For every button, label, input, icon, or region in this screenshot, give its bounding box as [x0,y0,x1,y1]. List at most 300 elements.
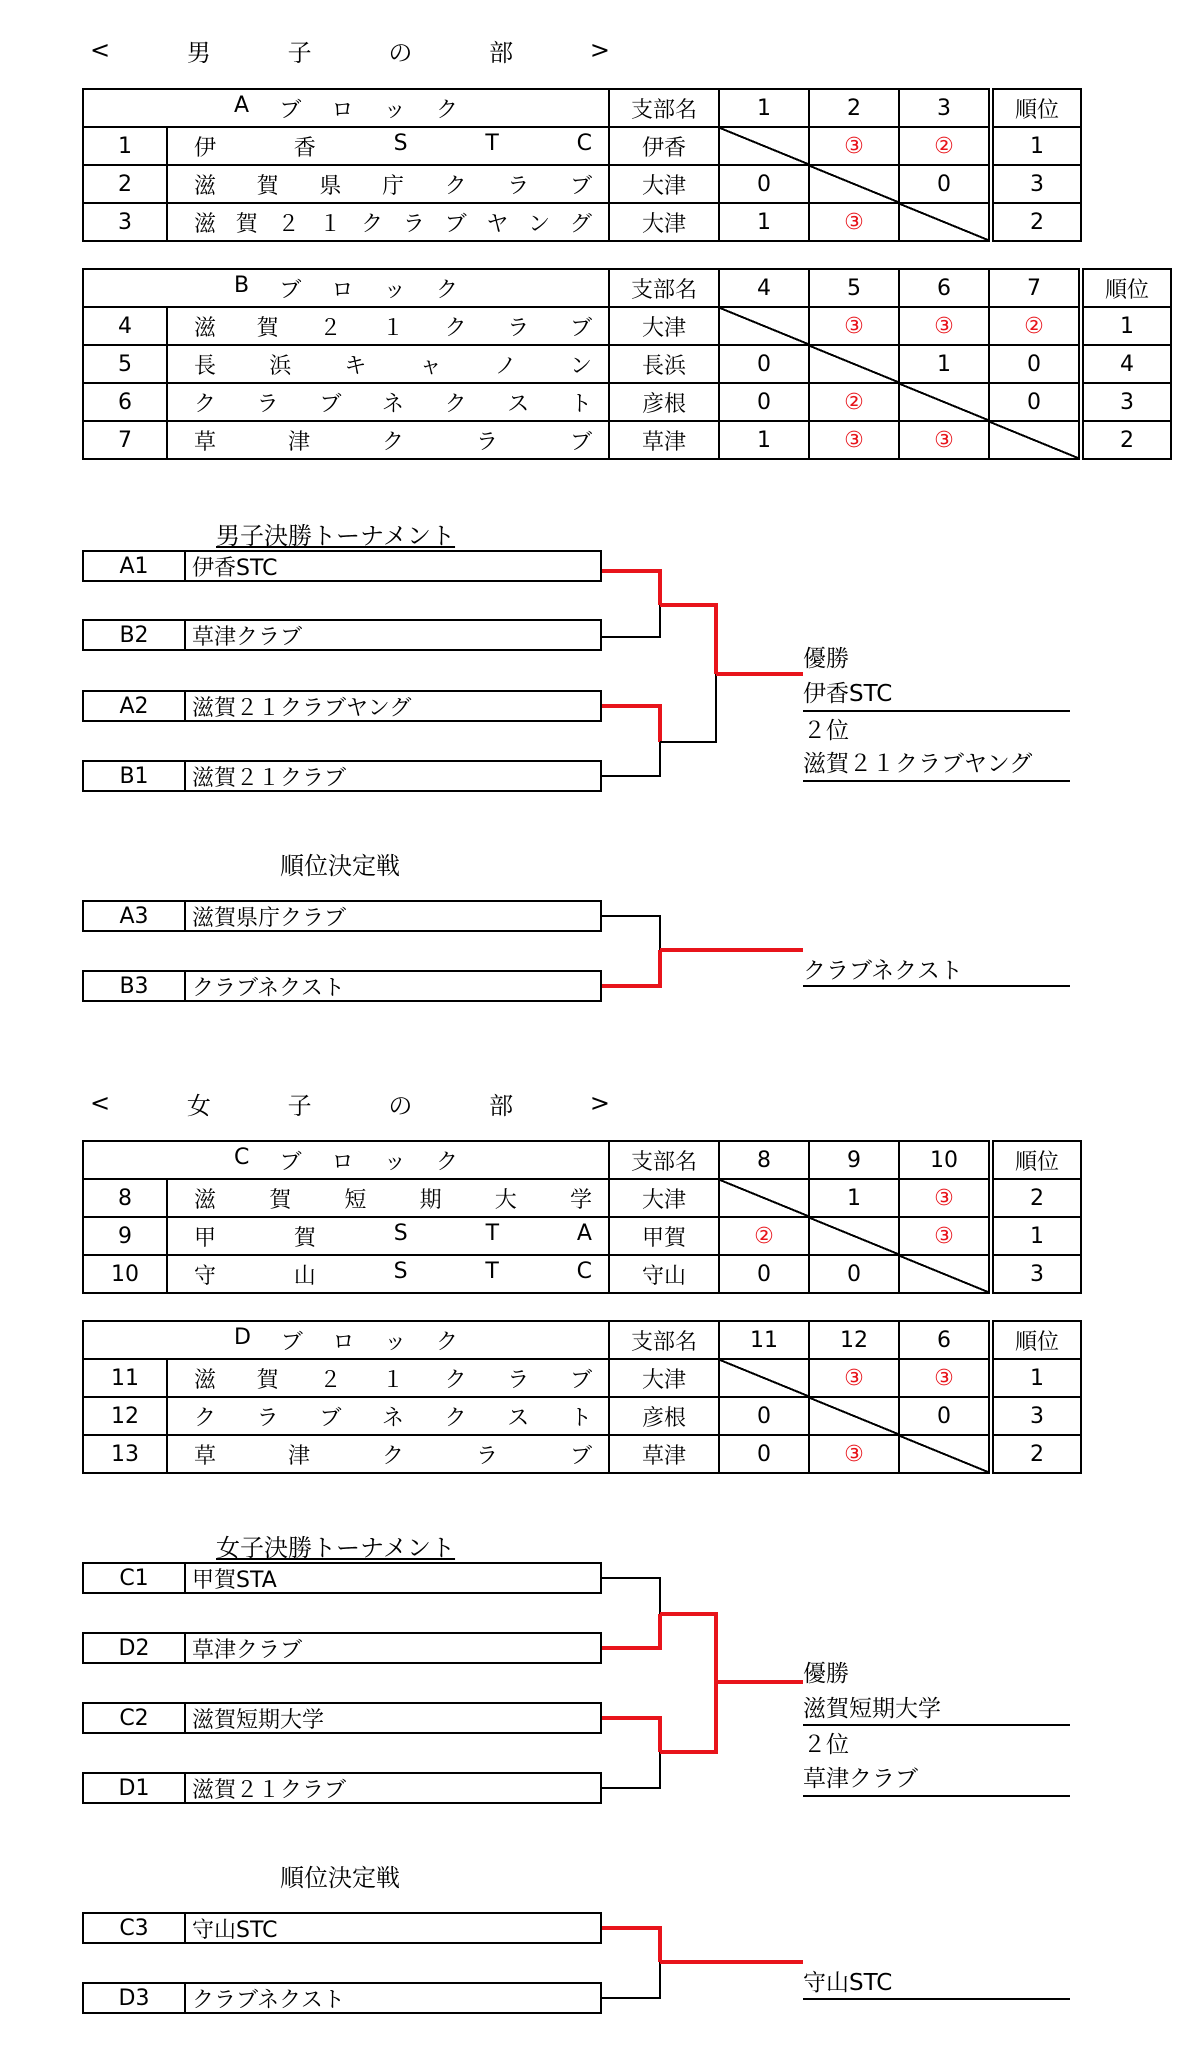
result-underline [803,1795,1070,1797]
opponent-number: 6 [899,1321,991,1359]
score: 0 [757,389,771,415]
score-cell [809,307,899,345]
self-match-cell [899,383,989,421]
score-cell [989,383,1081,421]
branch-name: 彦根 [609,383,719,421]
seed-label: C3 [84,1914,186,1942]
women-second-name: 草津クラブ [803,1766,918,1792]
rank-value: 2 [991,1179,1081,1217]
seed-label: C1 [84,1564,186,1592]
bracket-line [602,1578,660,1614]
bracket-line [602,1752,660,1788]
char: ノ [494,353,517,379]
char: A [234,92,250,118]
char: ク [444,315,467,341]
entry-number: 12 [83,1397,167,1435]
char: ブ [279,97,302,123]
title-char: 子 [287,1091,312,1120]
team-name [168,1439,608,1470]
char: ヤ [486,211,509,237]
block-name [84,93,608,124]
team-name [168,349,608,380]
score: ③ [934,1223,954,1249]
char: ロ [331,1149,354,1175]
men-placement-entry [82,970,602,1002]
score-cell [719,421,809,459]
char: ラ [507,173,530,199]
men-final-entry [82,690,602,722]
char: ロ [331,277,354,303]
entry-number: 6 [83,383,167,421]
rank-header: 順位 [991,89,1081,127]
score: 0 [757,171,771,197]
score-cell [719,165,809,203]
char: ラ [507,1367,530,1393]
women-section-title [90,1085,610,1121]
team-name [168,425,608,456]
title-char: の [388,38,413,67]
entry-number: 8 [83,1179,167,1217]
rank-value: 2 [991,203,1081,241]
char: ク [444,1367,467,1393]
team-name: 草津クラブ [192,624,303,650]
bracket-line [602,1928,660,1962]
team-name: 伊香STC [192,555,278,581]
branch-name: 彦根 [609,1397,719,1435]
team-name: 甲賀STA [192,1567,277,1593]
char: ラ [475,429,498,455]
title-char: < [90,36,111,64]
char: ン [569,353,592,379]
score-cell [719,1217,809,1255]
seed-label: B1 [84,762,186,790]
rank-value: 2 [1081,421,1171,459]
seed-label: A2 [84,692,186,720]
score: 1 [847,1185,861,1211]
women-final-entry [82,1772,602,1804]
score: ③ [844,427,864,453]
opponent-number: 5 [809,269,899,307]
char: ブ [319,1405,342,1431]
branch-header: 支部名 [609,1141,719,1179]
score-cell [899,127,991,165]
score: ③ [844,133,864,159]
self-match-cell [719,1359,809,1397]
score: 0 [1027,389,1041,415]
char: 守 [194,1263,217,1289]
team-name-cell [167,203,609,241]
rank-value: 3 [991,1397,1081,1435]
score: ③ [934,313,954,339]
entry-number: 7 [83,421,167,459]
bracket-line [602,571,660,605]
seed-label: D3 [84,1984,186,2012]
char: ブ [569,173,592,199]
men-final-title: 男子決勝トーナメント [216,522,456,550]
team-name-cell [167,1255,609,1293]
header-row [83,1321,1081,1359]
result-underline [803,985,1070,987]
char: ク [361,211,384,237]
team-name [168,1401,608,1432]
branch-name: 大津 [609,165,719,203]
score-cell [719,345,809,383]
entry-number: 11 [83,1359,167,1397]
char: C [576,130,592,156]
score-cell [899,1217,991,1255]
table-row [83,307,1171,345]
bracket-line [602,916,660,950]
opponent-number: 3 [899,89,991,127]
branch-header: 支部名 [609,89,719,127]
seed-label: D1 [84,1774,186,1802]
char: ネ [381,391,404,417]
self-match-cell [809,1397,899,1435]
score-cell [719,1397,809,1435]
score-cell [899,345,989,383]
seed-label: C2 [84,1704,186,1732]
score-cell [989,307,1081,345]
rank-value: 1 [1081,307,1171,345]
char: ２ [319,315,342,341]
title-char: 男 [186,38,211,67]
char: グ [569,211,592,237]
score: 0 [757,351,771,377]
team-name [168,1221,608,1252]
bracket-line [660,674,716,742]
women-placement-entry [82,1982,602,2014]
score: 1 [757,427,771,453]
entry-number: 13 [83,1435,167,1473]
seed-label: A3 [84,902,186,930]
self-match-cell [989,421,1081,459]
table-row [83,345,1171,383]
block-name [84,1145,608,1176]
team-name-cell [167,1359,609,1397]
team-name: 滋賀短期大学 [192,1707,325,1733]
score-cell [899,421,989,459]
char: ロ [332,1329,355,1355]
char: 伊 [194,135,217,161]
char: ２ [277,211,300,237]
team-name-cell [167,127,609,165]
bracket-line [602,950,660,986]
score: ③ [934,1185,954,1211]
score-cell [809,1359,899,1397]
table-row [83,203,1081,241]
block-name-cell [83,269,609,307]
score: ③ [844,1441,864,1467]
score: ② [1024,313,1044,339]
entry-number: 10 [83,1255,167,1293]
self-match-cell [899,1255,991,1293]
char: 滋 [194,1187,217,1213]
header-row [83,269,1171,307]
score-cell [719,203,809,241]
table-row [83,1255,1081,1293]
rank-value: 3 [991,165,1081,203]
team-name: 草津クラブ [192,1637,303,1663]
char: ャ [419,353,442,379]
team-name: 滋賀２１クラブ [192,765,347,791]
men-winner-label: 優勝 [803,646,849,672]
block-b-table [82,268,1172,460]
branch-name: 伊香 [609,127,719,165]
team-name: クラブネクスト [192,975,345,1001]
bracket-line [602,605,660,637]
bracket-line [602,1718,660,1752]
bracket-line [602,1614,660,1648]
entry-number: 1 [83,127,167,165]
char: ク [435,277,458,303]
char: S [393,1258,408,1284]
score-cell [899,165,991,203]
opponent-number: 4 [719,269,809,307]
team-name [168,207,608,238]
block-name-cell [83,89,609,127]
self-match-cell [719,1179,809,1217]
score-cell [809,203,899,241]
opponent-number: 8 [719,1141,809,1179]
char: 賀 [293,1225,316,1251]
rank-header: 順位 [991,1321,1081,1359]
team-name-cell [167,421,609,459]
women-final-entry [82,1702,602,1734]
team-name: 守山STC [192,1917,278,1943]
block-name-cell [83,1321,609,1359]
char: 短 [344,1187,367,1213]
char: 賀 [256,1367,279,1393]
team-name-cell [167,307,609,345]
rank-value: 1 [991,127,1081,165]
char: 県 [319,173,342,199]
char: ッ [383,1149,406,1175]
score: 1 [757,209,771,235]
entry-number: 3 [83,203,167,241]
char: ト [569,391,592,417]
team-name: 滋賀２１クラブヤング [192,695,412,721]
block-d-table [82,1320,1082,1474]
block-a-table [82,88,1082,242]
char: ラ [507,315,530,341]
women-final-entry [82,1632,602,1664]
char: 滋 [194,173,217,199]
team-name [168,311,608,342]
bracket-line [660,1614,716,1682]
self-match-cell [899,203,991,241]
table-row [83,1397,1081,1435]
title-char: 子 [287,38,312,67]
bracket-line [660,1682,716,1752]
self-match-cell [899,1435,991,1473]
title-char: 部 [489,38,514,67]
opponent-number: 11 [719,1321,809,1359]
char: ク [435,1329,458,1355]
entry-number: 4 [83,307,167,345]
title-char: 女 [186,1091,211,1120]
char: 学 [569,1187,592,1213]
char: 賀 [256,173,279,199]
char: １ [319,211,342,237]
rank-header: 順位 [991,1141,1081,1179]
score-cell [809,1255,899,1293]
team-name: クラブネクスト [192,1987,345,2013]
score: 0 [847,1261,861,1287]
team-name [168,1183,608,1214]
score-cell [809,1435,899,1473]
self-match-cell [809,165,899,203]
entry-number: 2 [83,165,167,203]
seed-label: D2 [84,1634,186,1662]
men-final-entry [82,760,602,792]
char: 長 [194,353,217,379]
men-placement-entry [82,900,602,932]
team-name [168,131,608,162]
men-placement-winner: クラブネクスト [803,958,963,984]
score-cell [719,1435,809,1473]
char: ッ [383,277,406,303]
char: ブ [319,391,342,417]
women-final-entry [82,1562,602,1594]
score-cell [899,1359,991,1397]
men-placement-title: 順位決定戦 [280,852,400,880]
char: 草 [194,1443,217,1469]
opponent-number: 1 [719,89,809,127]
char: １ [381,315,404,341]
char: ク [444,1405,467,1431]
score: 0 [1027,351,1041,377]
char: ク [381,429,404,455]
opponent-number: 9 [809,1141,899,1179]
result-underline [803,780,1070,782]
char: ン [528,211,551,237]
char: 甲 [194,1225,217,1251]
team-name-cell [167,1217,609,1255]
opponent-number: 6 [899,269,989,307]
char: ト [569,1405,592,1431]
char: 津 [287,429,310,455]
char: ク [194,391,217,417]
seed-label: B2 [84,621,186,649]
women-winner-label: 優勝 [803,1661,849,1687]
char: T [485,1258,499,1284]
score: ③ [844,313,864,339]
score-cell [719,1255,809,1293]
char: ラ [475,1443,498,1469]
score: 0 [937,1403,951,1429]
branch-name: 甲賀 [609,1217,719,1255]
table-row [83,165,1081,203]
char: A [576,1220,592,1246]
score: ③ [844,209,864,235]
score-cell [809,127,899,165]
char: 賀 [235,211,258,237]
table-row [83,1217,1081,1255]
char: ラ [402,211,425,237]
table-row [83,383,1171,421]
team-name-cell [167,345,609,383]
char: ク [444,173,467,199]
opponent-number: 10 [899,1141,991,1179]
self-match-cell [719,127,809,165]
rank-value: 4 [1081,345,1171,383]
char: ク [435,97,458,123]
bracket-line [602,706,660,742]
title-char: > [589,36,610,64]
score: ② [754,1223,774,1249]
char: 期 [419,1187,442,1213]
team-name-cell [167,1179,609,1217]
char: ク [381,1443,404,1469]
char: １ [381,1367,404,1393]
rank-value: 3 [1081,383,1171,421]
score: 0 [757,1403,771,1429]
men-winner-name: 伊香STC [803,681,893,707]
char: ス [507,391,530,417]
char: ブ [280,1329,303,1355]
team-name: 滋賀県庁クラブ [192,905,347,931]
score-cell [899,1179,991,1217]
char: ２ [319,1367,342,1393]
char: ブ [569,315,592,341]
bracket-line [602,1962,660,1998]
block-name-cell [83,1141,609,1179]
women-final-title: 女子決勝トーナメント [216,1534,456,1562]
table-row [83,1179,1081,1217]
rank-value: 1 [991,1359,1081,1397]
branch-header: 支部名 [609,269,719,307]
char: ロ [331,97,354,123]
score-cell [989,345,1081,383]
block-name [84,1325,608,1356]
rank-value: 2 [991,1435,1081,1473]
men-final-entry [82,550,602,582]
team-name: 滋賀２１クラブ [192,1777,347,1803]
opponent-number: 7 [989,269,1081,307]
char: ネ [381,1405,404,1431]
title-char: > [589,1089,610,1117]
women-winner-name: 滋賀短期大学 [803,1696,941,1722]
bracket-line [660,605,716,674]
score-cell [719,383,809,421]
score: 1 [937,351,951,377]
table-row [83,1435,1081,1473]
team-name [168,387,608,418]
header-row [83,1141,1081,1179]
table-row [83,421,1171,459]
char: ブ [279,1149,302,1175]
title-char: 部 [489,1091,514,1120]
char: 香 [293,135,316,161]
char: ラ [256,391,279,417]
char: B [234,272,250,298]
branch-header: 支部名 [609,1321,719,1359]
women-placement-winner: 守山STC [803,1970,893,1996]
self-match-cell [809,345,899,383]
seed-label: B3 [84,972,186,1000]
self-match-cell [719,307,809,345]
char: T [485,130,499,156]
opponent-number: 2 [809,89,899,127]
branch-name: 守山 [609,1255,719,1293]
score: ② [934,133,954,159]
team-name-cell [167,165,609,203]
branch-name: 大津 [609,1179,719,1217]
men-second-label: ２位 [803,718,849,744]
char: 大 [494,1187,517,1213]
char: C [576,1258,592,1284]
opponent-number: 12 [809,1321,899,1359]
